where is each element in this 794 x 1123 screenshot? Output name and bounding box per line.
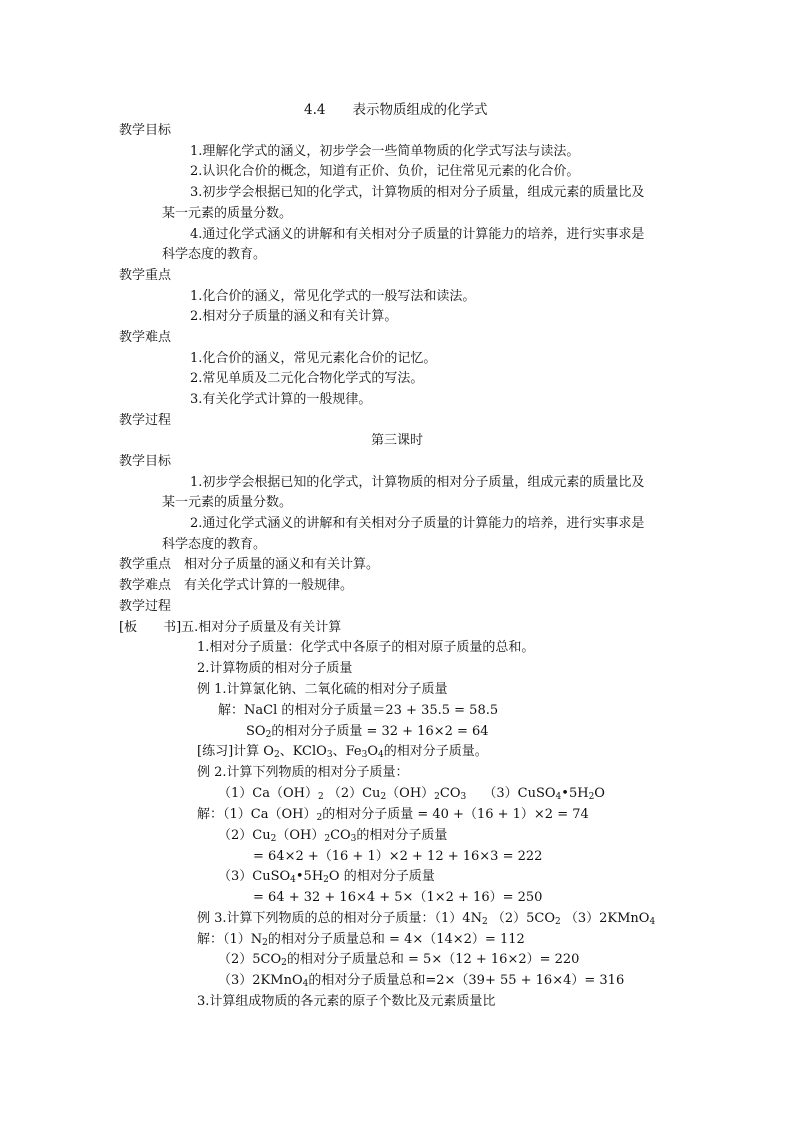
goals-heading: 教学目标 — [119, 123, 172, 138]
formula: （1）N — [223, 932, 263, 947]
formula: （3）2KMnO — [218, 973, 303, 988]
subscript: 2 — [588, 792, 595, 802]
subscript: 2 — [265, 730, 272, 740]
example-question: 例 2.计算下列物质的相对分子质量： — [197, 765, 409, 780]
subscript: 4 — [377, 750, 384, 760]
lesson-title: 第三课时 — [371, 433, 424, 448]
key-line: 教学重点 相对分子质量的涵义和有关计算。 — [119, 557, 380, 572]
subscript: 4 — [555, 792, 562, 802]
option: •5H — [561, 786, 589, 801]
example-question — [197, 910, 655, 928]
goal-line: 4.通过化学式涵义的讲解和有关相对分子质量的计算能力的培养，进行实事求是 — [190, 227, 645, 242]
subscript: 4 — [290, 875, 296, 885]
subscript: 2 — [281, 958, 287, 968]
subscript: 2 — [554, 917, 561, 927]
question-text: 例 3.计算下列物质的总的相对分子质量：（1）4N — [197, 911, 482, 926]
subscript: 4 — [302, 979, 309, 989]
formula: （2）Cu — [218, 828, 271, 843]
difficult-point: 3.有关化学式计算的一般规律。 — [190, 392, 372, 407]
subscript: 2 — [262, 938, 268, 948]
option: （2）Cu — [327, 786, 381, 801]
option: CO — [439, 786, 461, 801]
calc-line: = 64×2 +（16 + 1）×2 + 12 + 16×3 = 222 — [253, 849, 543, 864]
subscript: 3 — [460, 792, 467, 802]
process-heading: 教学过程 — [119, 413, 172, 428]
subscript: 3 — [326, 750, 333, 760]
goal-line: 1.初步学会根据已知的化学式，计算物质的相对分子质量，组成元素的质量比及 — [190, 475, 645, 490]
formula: （1）Ca（OH） — [223, 807, 317, 822]
difficult-line: 教学难点 有关化学式计算的一般规律。 — [119, 578, 354, 593]
option: （3）CuSO — [483, 786, 556, 801]
process-heading-2: 教学过程 — [119, 599, 172, 614]
example-answer — [197, 806, 589, 824]
formula: （3）CuSO — [218, 869, 291, 884]
answer-label: 解： — [197, 932, 224, 947]
difficult-point: 2.常见单质及二元化合物化学式的写法。 — [190, 371, 424, 386]
calc: 的相对分子质量总和=2×（39+ 55 + 16×4）= 316 — [308, 973, 625, 988]
subscript: 3 — [350, 834, 357, 844]
calc-line: = 64 + 32 + 16×4 + 5×（1×2 + 16）= 250 — [253, 890, 543, 905]
goal-line: 科学态度的教育。 — [162, 247, 267, 262]
key-point: 1.化合价的涵义，常见化学式的一般写法和读法。 — [190, 289, 476, 304]
key-point: 2.相对分子质量的涵义和有关计算。 — [190, 309, 398, 324]
question-text: （3）2KMnO — [564, 911, 650, 926]
goal-line: 1.理解化学式的涵义，初步学会一些简单物质的化学式写法与读法。 — [190, 144, 580, 159]
goal-line: 科学态度的教育。 — [162, 537, 267, 552]
subscript: 2 — [481, 917, 488, 927]
text: 的相对分子质量 — [356, 828, 448, 843]
board-line — [119, 619, 341, 637]
subscript: 2 — [270, 834, 277, 844]
difficult-heading: 教学难点 — [119, 330, 172, 345]
example-question: 例 1.计算氯化钠、二氧化硫的相对分子质量 — [197, 682, 448, 697]
answer-label: 解： — [197, 807, 224, 822]
goal-line: 某一元素的质量分数。 — [162, 206, 293, 221]
formula: （2）5CO — [218, 952, 282, 967]
formula: SO — [246, 724, 266, 739]
formula: 、Fe — [332, 744, 362, 759]
text: O 的相对分子质量 — [328, 869, 435, 884]
subscript: 2 — [324, 834, 331, 844]
formula: NaCl — [244, 703, 278, 718]
formula: 、KClO — [279, 744, 327, 759]
question-text: （2）5CO — [491, 911, 555, 926]
subscript: 3 — [361, 750, 368, 760]
option: （OH） — [386, 786, 435, 801]
calc: 的相对分子质量 = 40 +（16 + 1）×2 = 74 — [322, 807, 589, 822]
example-answer — [218, 951, 579, 969]
board-label: [板 书] — [119, 620, 182, 635]
formula: O — [367, 744, 378, 759]
item-line: 2.计算物质的相对分子质量 — [197, 661, 353, 676]
subscript: 4 — [649, 917, 656, 927]
example-answer — [197, 931, 525, 949]
example-answer — [218, 827, 447, 845]
subscript: 2 — [317, 792, 324, 802]
option: O — [594, 786, 605, 801]
document-title: 4.4 表示物质组成的化学式 — [304, 102, 488, 118]
practice-line — [197, 743, 488, 761]
subscript: 2 — [316, 813, 323, 823]
difficult-point: 1.化合价的涵义，常见元素化合价的记忆。 — [190, 351, 437, 366]
goal-line: 3.初步学会根据已知的化学式，计算物质的相对分子质量，组成元素的质量比及 — [190, 185, 645, 200]
example-answer — [218, 702, 498, 720]
text: 的相对分子质量。 — [383, 744, 488, 759]
option: （1）Ca（OH） — [218, 786, 318, 801]
example-answer — [218, 868, 435, 886]
key-heading: 教学重点 — [119, 268, 172, 283]
formula: O — [263, 744, 274, 759]
item-line: 3.计算组成物质的各元素的原子个数比及元素质量比 — [197, 994, 496, 1009]
calc: 的相对分子质量 = 32 + 16×2 = 64 — [271, 724, 489, 739]
goal-line: 某一元素的质量分数。 — [162, 495, 293, 510]
goal-line: 2.通过化学式涵义的讲解和有关相对分子质量的计算能力的培养，进行实事求是 — [190, 516, 645, 531]
formula: •5H — [295, 869, 324, 884]
calc: 的相对分子质量总和 = 5×（12 + 16×2）= 220 — [286, 952, 580, 967]
formula: （OH） — [276, 828, 325, 843]
calc: 的相对分子质量总和 = 4×（14×2）= 112 — [267, 932, 525, 947]
example-options — [218, 785, 605, 803]
formula: CO — [330, 828, 351, 843]
subscript: 2 — [323, 875, 329, 885]
example-answer — [218, 972, 624, 990]
goals-heading-2: 教学目标 — [119, 454, 172, 469]
goal-line: 2.认识化合价的概念，知道有正价、负价，记住常见元素的化合价。 — [190, 164, 580, 179]
answer-label: 解： — [218, 703, 245, 718]
definition-line: 1.相对分子质量：化学式中各原子的相对原子质量的总和。 — [197, 640, 535, 655]
subscript: 2 — [434, 792, 440, 802]
subscript: 2 — [380, 792, 387, 802]
practice-label: [练习]计算 — [197, 744, 264, 759]
calc: 的相对分子质量＝23 + 35.5 = 58.5 — [277, 703, 499, 718]
board-heading: 五.相对分子质量及有关计算 — [181, 620, 342, 635]
subscript: 2 — [273, 750, 280, 760]
example-answer — [246, 723, 489, 741]
